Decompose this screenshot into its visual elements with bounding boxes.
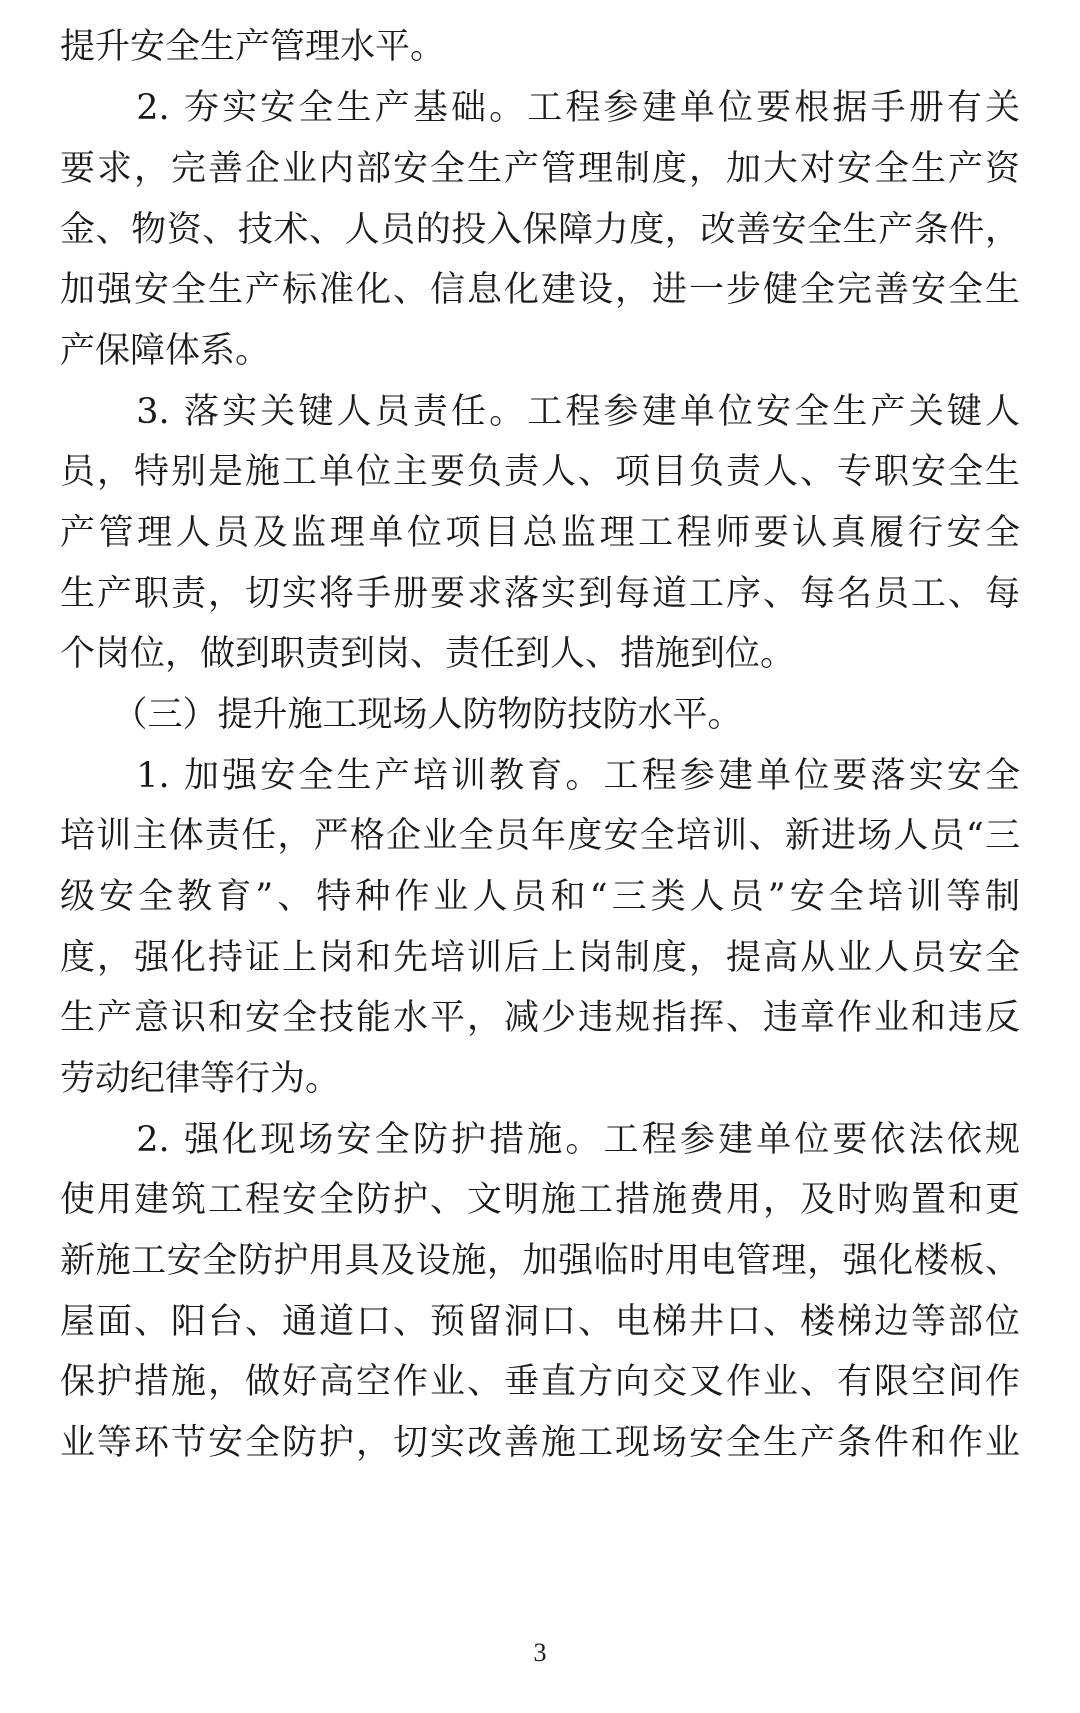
text-line: 生产职责，切实将手册要求落实到每道工序、每名员工、每 [60,574,1020,614]
page-number: 3 [533,1638,547,1667]
text-line: 新施工安全防护用具及设施，加强临时用电管理，强化楼板、 [60,1241,1020,1281]
text-line: 产管理人员及监理单位项目总监理工程师要认真履行安全 [60,513,1020,553]
text-line: 业等环节安全防护，切实改善施工现场安全生产条件和作业 [60,1423,1020,1463]
text-line: 金、物资、技术、人员的投入保障力度，改善安全生产条件， [60,210,1020,250]
section-heading: （三）提升施工现场人防物防技防水平。 [60,695,743,735]
text-line: 度，强化持证上岗和先培训后上岗制度，提高从业人员安全 [60,938,1020,978]
text-line: 保护措施，做好高空作业、垂直方向交叉作业、有限空间作 [60,1362,1020,1402]
text-line: 提升安全生产管理水平。 [60,27,446,67]
text-line: 员，特别是施工单位主要负责人、项目负责人、专职安全生 [60,452,1020,492]
text-line: 生产意识和安全技能水平，减少违规指挥、违章作业和违反 [60,998,1020,1038]
text-line: 产保障体系。 [60,331,271,371]
text-line: 劳动纪律等行为。 [60,1059,341,1099]
text-line: 加强安全生产标准化、信息化建设，进一步健全完善安全生 [60,270,1020,310]
text-line: 个岗位，做到职责到岗、责任到人、措施到位。 [60,634,796,674]
text-line: 使用建筑工程安全防护、文明施工措施费用，及时购置和更 [60,1180,1020,1220]
text-line-heading-2: 2. 夯实安全生产基础。工程参建单位要根据手册有关 [60,88,1020,128]
text-line-heading-2b: 2. 强化现场安全防护措施。工程参建单位要依法依规 [60,1120,1020,1160]
text-line: 培训主体责任，严格企业全员年度安全培训、新进场人员“三 [60,816,1020,856]
text-line-heading-1: 1. 加强安全生产培训教育。工程参建单位要落实安全 [60,756,1020,796]
text-line: 屋面、阳台、通道口、预留洞口、电梯井口、楼梯边等部位 [60,1302,1020,1342]
text-line-heading-3: 3. 落实关键人员责任。工程参建单位安全生产关键人 [60,392,1020,432]
text-line: 级安全教育”、特种作业人员和“三类人员”安全培训等制 [60,877,1020,917]
text-line: 要求，完善企业内部安全生产管理制度，加大对安全生产资 [60,149,1020,189]
